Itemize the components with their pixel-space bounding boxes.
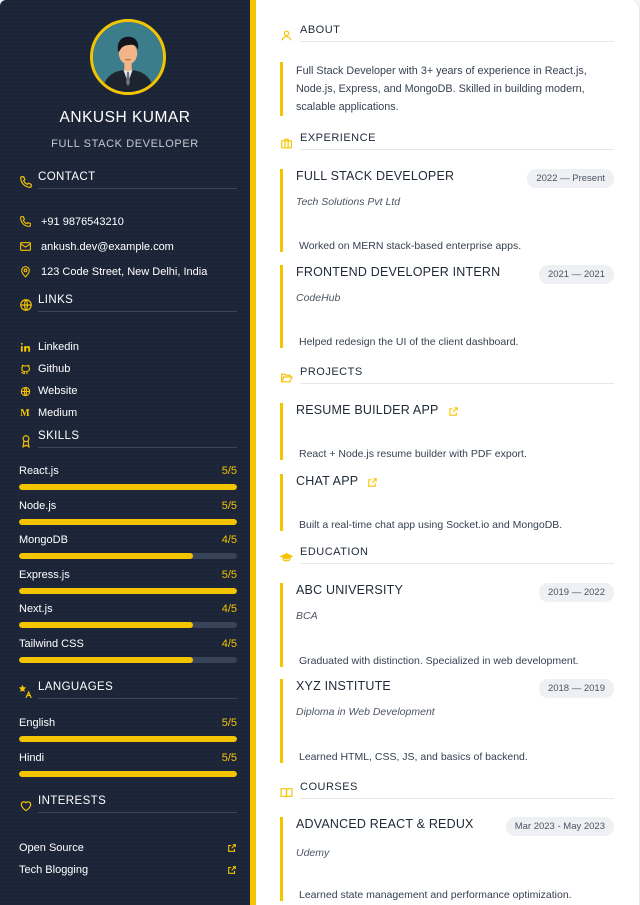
- courses-section: [280, 781, 614, 803]
- graduation-cap-icon: [280, 551, 293, 564]
- entry-description: Graduated with distinction. Specialized in web development.: [299, 655, 579, 667]
- language-bar: [19, 771, 237, 777]
- entry-description: Learned HTML, CSS, JS, and basics of backend.: [299, 751, 528, 763]
- interests-section: [19, 795, 237, 881]
- phone-icon: [19, 215, 32, 228]
- date-badge: 2021 — 2021: [539, 265, 614, 284]
- skill-bar: [19, 657, 237, 663]
- contact-email[interactable]: [19, 234, 237, 259]
- entry-title: ADVANCED REACT & REDUX: [296, 817, 474, 831]
- skill-item: [19, 603, 237, 638]
- projects-title: PROJECTS: [300, 366, 614, 384]
- globe-icon: [19, 298, 33, 312]
- skill-bar: [19, 622, 237, 628]
- github-icon: [19, 363, 31, 375]
- education-entry: [280, 679, 614, 763]
- about-text: Full Stack Developer with 3+ years of experience in React.js, Node.js, Express, and MongoDB. Skilled in building modern, scalable applications.: [280, 62, 614, 116]
- link-linkedin[interactable]: [19, 336, 237, 358]
- skills-header: [19, 430, 237, 450]
- entry-org: Udemy: [296, 847, 330, 859]
- skill-name: Node.js: [19, 499, 57, 512]
- language-bar: [19, 736, 237, 742]
- interests-header: [19, 795, 237, 815]
- languages-header: [19, 681, 237, 701]
- language-name: English: [19, 717, 56, 729]
- skill-item: [19, 500, 237, 535]
- book-icon: [280, 786, 293, 799]
- linkedin-icon: [19, 341, 31, 353]
- entry-title: [296, 403, 459, 417]
- link-github[interactable]: [19, 358, 237, 380]
- entry-description: React + Node.js resume builder with PDF export.: [299, 448, 527, 460]
- education-section: [280, 546, 614, 568]
- heart-icon: [19, 799, 33, 813]
- language-item: [19, 752, 237, 787]
- skill-item: [19, 638, 237, 673]
- link-medium[interactable]: [19, 402, 237, 424]
- entry-org: BCA: [296, 610, 318, 622]
- sidebar: [0, 0, 250, 905]
- contact-phone[interactable]: [19, 209, 237, 234]
- avatar-illustration: [93, 22, 163, 92]
- skill-item: [19, 534, 237, 569]
- contact-header: [19, 171, 237, 191]
- external-link-icon[interactable]: [367, 477, 378, 488]
- entry-title: FULL STACK DEVELOPER: [296, 169, 455, 183]
- experience-entry: [280, 265, 614, 348]
- project-entry: [280, 474, 614, 531]
- contact-phone-text: +91 9876543210: [41, 215, 124, 228]
- external-link-icon[interactable]: [227, 865, 237, 875]
- course-entry: [280, 817, 614, 901]
- skill-name: MongoDB: [19, 534, 68, 546]
- language-level: 5/5: [221, 751, 237, 764]
- entry-org: Diploma in Web Development: [296, 706, 435, 718]
- language-level: 5/5: [221, 717, 237, 729]
- experience-header: [280, 132, 614, 154]
- language-item: [19, 717, 237, 752]
- date-badge: 2018 — 2019: [539, 679, 614, 698]
- award-icon: [19, 434, 33, 448]
- skill-level: 4/5: [221, 603, 237, 615]
- briefcase-icon: [280, 137, 293, 150]
- languages-section: [19, 681, 237, 786]
- avatar: [90, 19, 166, 95]
- translate-icon: [19, 685, 33, 699]
- medium-icon: M: [20, 407, 30, 419]
- entry-title: XYZ INSTITUTE: [296, 679, 391, 693]
- projects-section: [280, 366, 614, 388]
- language-name: Hindi: [19, 751, 45, 764]
- contact-section: [19, 171, 237, 284]
- interest-item[interactable]: [19, 837, 237, 859]
- project-entry: [280, 403, 614, 460]
- globe-icon: [19, 385, 31, 397]
- skill-bar: [19, 484, 237, 490]
- skill-item: [19, 569, 237, 604]
- skill-bar: [19, 553, 237, 559]
- entry-title: [296, 474, 378, 488]
- languages-title: LANGUAGES: [38, 681, 237, 699]
- skill-level: 5/5: [221, 465, 237, 477]
- phone-icon: [19, 175, 33, 189]
- experience-entry: [280, 169, 614, 252]
- entry-title: FRONTEND DEVELOPER INTERN: [296, 265, 501, 279]
- folder-icon: [280, 371, 293, 384]
- location-pin-icon: [19, 265, 32, 278]
- skills-section: [19, 430, 237, 672]
- skills-list: [19, 465, 237, 672]
- interest-label: Open Source: [19, 842, 84, 854]
- skill-level: 5/5: [221, 568, 237, 581]
- interest-label: Tech Blogging: [19, 864, 89, 876]
- interests-title: INTERESTS: [38, 795, 237, 813]
- link-website[interactable]: [19, 380, 237, 402]
- link-medium-label: Medium: [38, 407, 78, 419]
- contact-address: [19, 259, 237, 284]
- experience-section: [280, 132, 614, 154]
- about-section: [280, 24, 614, 46]
- education-title: EDUCATION: [300, 546, 614, 564]
- external-link-icon[interactable]: [227, 843, 237, 853]
- profile-role: FULL STACK DEVELOPER: [51, 138, 199, 150]
- entry-title: ABC UNIVERSITY: [296, 583, 403, 597]
- entry-description: Built a real-time chat app using Socket.io and MongoDB.: [299, 519, 563, 531]
- skill-bar: [19, 588, 237, 594]
- entry-description: Worked on MERN stack-based enterprise apps.: [299, 240, 522, 252]
- user-icon: [280, 29, 293, 42]
- links-title: LINKS: [38, 294, 237, 312]
- education-entry: [280, 583, 614, 667]
- date-badge: 2019 — 2022: [539, 583, 614, 602]
- about-header: [280, 24, 614, 46]
- date-badge: Mar 2023 - May 2023: [506, 817, 614, 836]
- link-website-label: Website: [38, 385, 78, 397]
- skill-name: React.js: [19, 465, 59, 477]
- courses-title: COURSES: [300, 781, 614, 799]
- links-header: [19, 294, 237, 314]
- skill-bar: [19, 519, 237, 525]
- project-title: RESUME BUILDER APP: [296, 403, 439, 417]
- about-title: ABOUT: [300, 24, 614, 42]
- external-link-icon[interactable]: [448, 406, 459, 417]
- date-badge: 2022 — Present: [527, 169, 614, 188]
- courses-header: [280, 781, 614, 803]
- interest-item[interactable]: [19, 859, 237, 881]
- languages-list: [19, 717, 237, 786]
- entry-org: CodeHub: [296, 292, 341, 304]
- skill-level: 4/5: [221, 637, 237, 650]
- experience-title: EXPERIENCE: [300, 132, 614, 150]
- contact-address-text: 123 Code Street, New Delhi, India: [41, 265, 208, 278]
- skills-title: SKILLS: [38, 430, 237, 448]
- education-header: [280, 546, 614, 568]
- link-github-label: Github: [38, 363, 71, 375]
- profile-name: ANKUSH KUMAR: [59, 109, 191, 126]
- entry-description: Learned state management and performance optimization.: [299, 889, 572, 901]
- link-linkedin-label: Linkedin: [38, 341, 79, 353]
- project-title: CHAT APP: [296, 474, 359, 488]
- skill-item: [19, 465, 237, 500]
- contact-title: CONTACT: [38, 171, 237, 189]
- entry-description: Helped redesign the UI of the client dashboard.: [299, 336, 519, 348]
- projects-header: [280, 366, 614, 388]
- contact-email-text: ankush.dev@example.com: [41, 240, 174, 253]
- skill-level: 5/5: [221, 499, 237, 512]
- skill-name: Express.js: [19, 568, 70, 581]
- skill-name: Tailwind CSS: [19, 637, 84, 650]
- skill-level: 4/5: [221, 534, 237, 546]
- mail-icon: [19, 240, 32, 253]
- entry-org: Tech Solutions Pvt Ltd: [296, 196, 401, 208]
- links-section: [19, 294, 237, 424]
- skill-name: Next.js: [19, 603, 53, 615]
- main-content: [256, 0, 640, 905]
